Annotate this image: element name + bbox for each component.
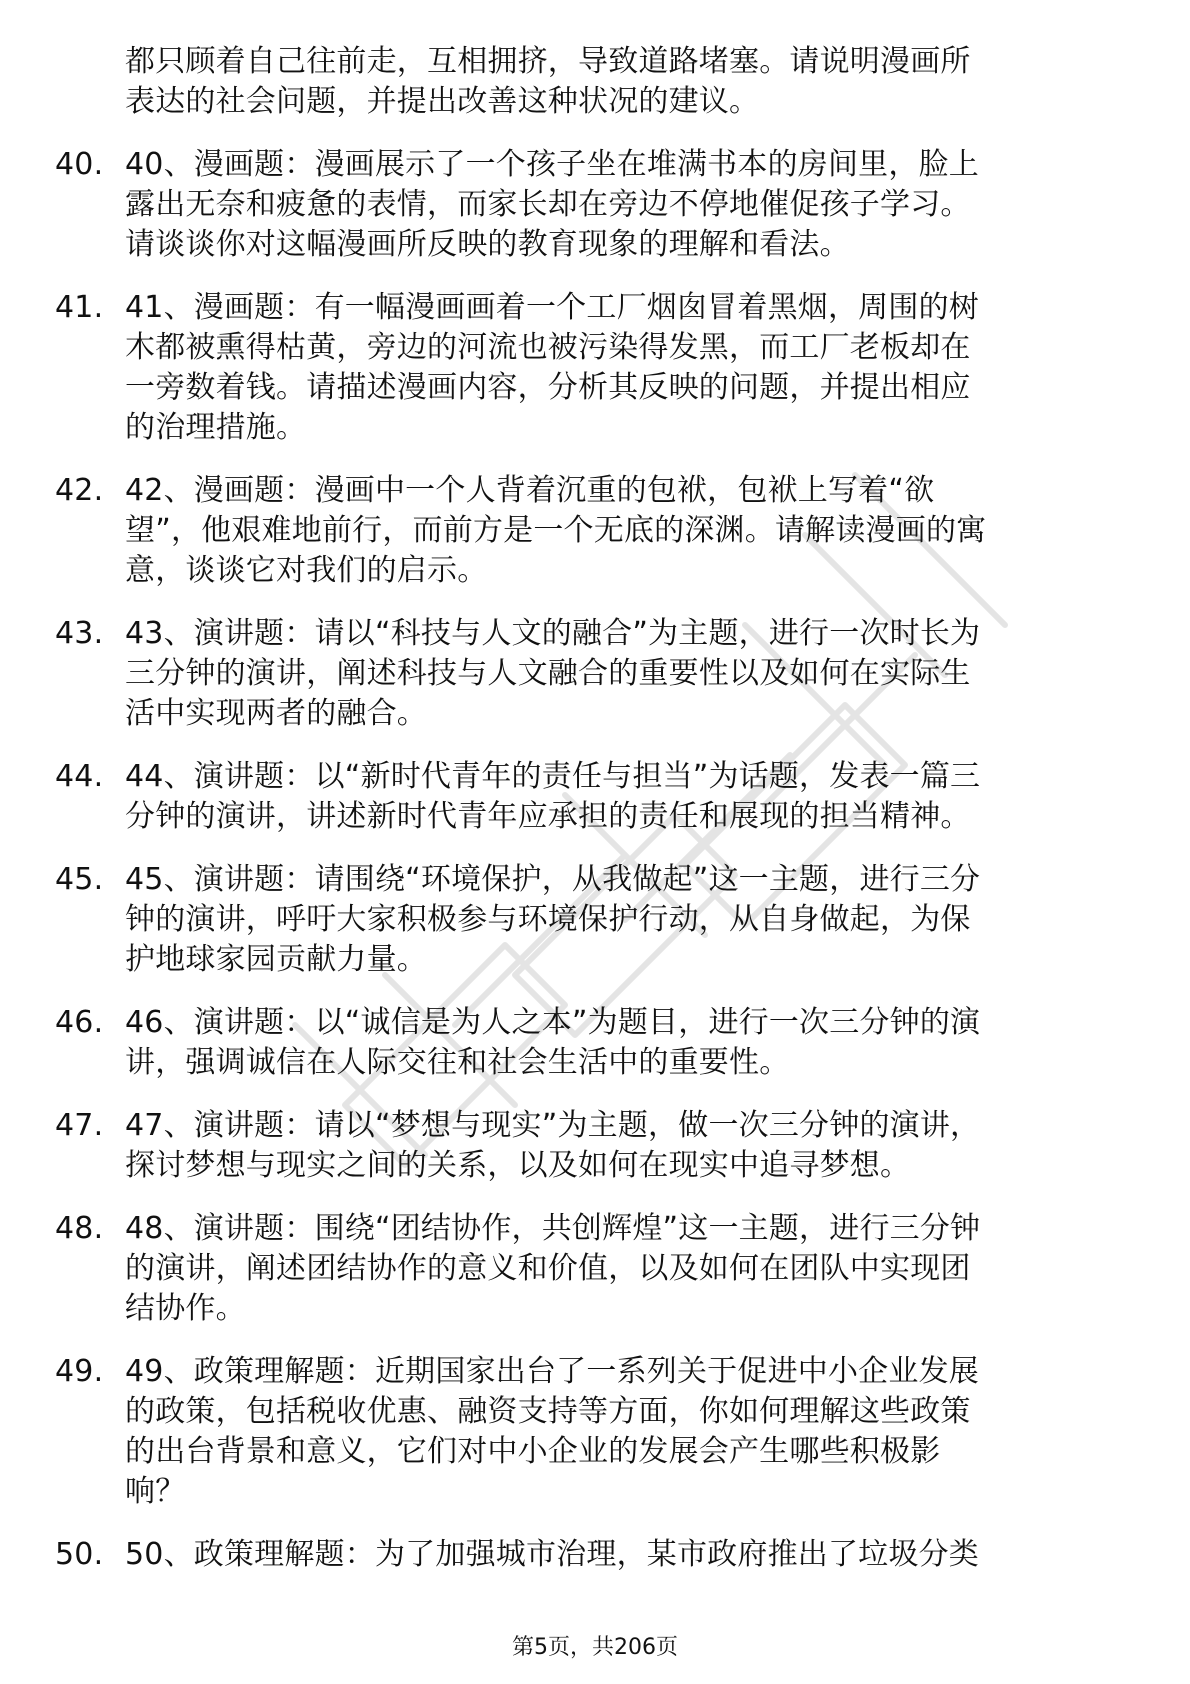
list-item xyxy=(55,1352,1135,1512)
text-line: 50、政策理解题：为了加强城市治理，某市政府推出了垃圾分类 xyxy=(125,1537,979,1572)
item-number: 47. xyxy=(55,1108,104,1143)
text-line: 的治理措施。 xyxy=(125,410,307,445)
text-line: 探讨梦想与现实之间的关系，以及如何在现实中追寻梦想。 xyxy=(125,1148,911,1183)
text-line: 43、演讲题：请以“科技与人文的融合”为主题，进行一次时长为 xyxy=(125,616,981,651)
text-line: 结协作。 xyxy=(125,1291,246,1326)
item-number: 48. xyxy=(55,1211,104,1246)
item-number: 46. xyxy=(55,1005,104,1040)
text-line: 44、演讲题：以“新时代青年的责任与担当”为话题，发表一篇三 xyxy=(125,759,981,794)
text-line: 48、演讲题：围绕“团结协作，共创辉煌”这一主题，进行三分钟 xyxy=(125,1211,981,1246)
text-line: 钟的演讲，呼吁大家积极参与环境保护行动，从自身做起，为保 xyxy=(125,902,971,937)
list-item xyxy=(55,614,1135,734)
list-item xyxy=(55,1003,1135,1083)
item-number: 44. xyxy=(55,759,104,794)
text-line: 42、漫画题：漫画中一个人背着沉重的包袱，包袱上写着“欲 xyxy=(125,473,935,508)
text-line: 一旁数着钱。请描述漫画内容，分析其反映的问题，并提出相应 xyxy=(125,370,971,405)
text-line: 护地球家园贡献力量。 xyxy=(125,942,427,977)
list-item xyxy=(55,1106,1135,1186)
text-line: 望”，他艰难地前行，而前方是一个无底的深渊。请解读漫画的寓 xyxy=(125,513,987,548)
list-item xyxy=(55,860,1135,980)
item-number: 40. xyxy=(55,147,104,182)
text-line: 讲，强调诚信在人际交往和社会生活中的重要性。 xyxy=(125,1045,790,1080)
text-line: 意，谈谈它对我们的启示。 xyxy=(125,553,488,588)
list-item xyxy=(55,471,1135,591)
text-line: 49、政策理解题：近期国家出台了一系列关于促进中小企业发展 xyxy=(125,1354,979,1389)
text-line: 40、漫画题：漫画展示了一个孩子坐在堆满书本的房间里，脸上 xyxy=(125,147,979,182)
item-number: 42. xyxy=(55,473,104,508)
text-line: 的政策，包括税收优惠、融资支持等方面，你如何理解这些政策 xyxy=(125,1394,971,1429)
text-line: 表达的社会问题，并提出改善这种状况的建议。 xyxy=(125,84,760,119)
text-line: 47、演讲题：请以“梦想与现实”为主题，做一次三分钟的演讲， xyxy=(125,1108,981,1143)
text-line: 三分钟的演讲，阐述科技与人文融合的重要性以及如何在实际生 xyxy=(125,656,971,691)
text-line: 41、漫画题：有一幅漫画画着一个工厂烟囱冒着黑烟，周围的树 xyxy=(125,290,979,325)
item-number: 43. xyxy=(55,616,104,651)
item-number: 41. xyxy=(55,290,104,325)
text-line: 46、演讲题：以“诚信是为人之本”为题目，进行一次三分钟的演 xyxy=(125,1005,981,1040)
text-line: 木都被熏得枯黄，旁边的河流也被污染得发黑，而工厂老板却在 xyxy=(125,330,971,365)
list-item xyxy=(55,1535,1135,1575)
text-line: 分钟的演讲，讲述新时代青年应承担的责任和展现的担当精神。 xyxy=(125,799,971,834)
list-item xyxy=(55,757,1135,837)
item-number: 50. xyxy=(55,1537,104,1572)
list-item xyxy=(55,1209,1135,1329)
text-line: 请谈谈你对这幅漫画所反映的教育现象的理解和看法。 xyxy=(125,227,850,262)
text-line: 响？ xyxy=(125,1474,186,1509)
page-footer: 第5页，共206页 xyxy=(512,1635,678,1660)
text-line: 露出无奈和疲惫的表情，而家长却在旁边不停地催促孩子学习。 xyxy=(125,187,971,222)
text-line: 活中实现两者的融合。 xyxy=(125,696,427,731)
text-line: 45、演讲题：请围绕“环境保护，从我做起”这一主题，进行三分 xyxy=(125,862,981,897)
list-item xyxy=(55,288,1135,448)
continuation-paragraph xyxy=(55,42,1135,122)
document-body xyxy=(55,42,1135,1575)
text-line: 都只顾着自己往前走，互相拥挤，导致道路堵塞。请说明漫画所 xyxy=(125,44,971,79)
item-number: 45. xyxy=(55,862,104,897)
item-number: 49. xyxy=(55,1354,104,1389)
text-line: 的演讲，阐述团结协作的意义和价值，以及如何在团队中实现团 xyxy=(125,1251,971,1286)
text-line: 的出台背景和意义，它们对中小企业的发展会产生哪些积极影 xyxy=(125,1434,941,1469)
list-item xyxy=(55,145,1135,265)
